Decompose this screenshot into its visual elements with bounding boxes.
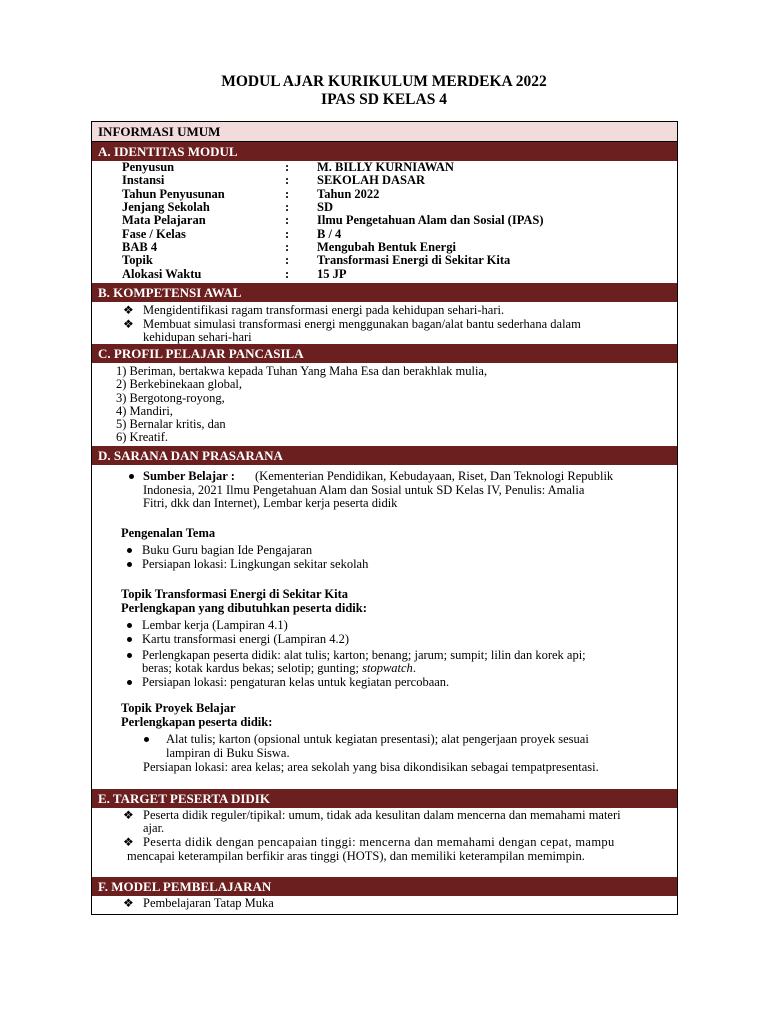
target-item: Peserta didik reguler/tipikal: umum, tidak ada kesulitan dalam mencerna dan memahami materi [143, 808, 621, 822]
identitas-sep: : [285, 160, 290, 174]
topik-item-continued [142, 662, 416, 675]
identitas-value: SD [317, 200, 333, 214]
proyek-heading: Topik Proyek Belajar [121, 701, 236, 715]
topik-item: Lembar kerja (Lampiran 4.1) [142, 618, 288, 632]
identitas-value: 15 JP [317, 267, 347, 281]
profil-item: 4) Mandiri, [116, 404, 173, 418]
section-sarana-prasarana: D. SARANA DAN PRASARANA [92, 446, 677, 465]
identitas-label: Topik [122, 253, 153, 267]
profil-item: 2) Berkebinekaan global, [116, 377, 242, 391]
identitas-value: M. BILLY KURNIAWAN [317, 160, 454, 174]
bullet-icon [129, 474, 134, 479]
identitas-value: Ilmu Pengetahuan Alam dan Sosial (IPAS) [317, 213, 544, 227]
identitas-label: Instansi [122, 173, 165, 187]
target-item-continued: ajar. [143, 821, 165, 835]
diamond-bullet-icon: ❖ [123, 835, 134, 849]
profil-item: 5) Bernalar kritis, dan [116, 417, 226, 431]
section-identitas-modul: A. IDENTITAS MODUL [92, 142, 677, 161]
bullet-icon [127, 562, 132, 567]
identitas-sep: : [285, 187, 290, 201]
sumber-belajar-text: Indonesia, 2021 Ilmu Pengetahuan Alam dan Sosial untuk SD Kelas IV, Penulis: Amalia [143, 483, 585, 497]
section-informasi-umum: INFORMASI UMUM [92, 122, 677, 141]
topik-heading: Topik Transformasi Energi di Sekitar Kita [121, 587, 349, 601]
section-kompetensi-awal: B. KOMPETENSI AWAL [92, 283, 677, 302]
model-item: Pembelajaran Tatap Muka [143, 896, 274, 910]
pengenalan-tema-heading: Pengenalan Tema [121, 526, 216, 540]
identitas-sep: : [285, 240, 290, 254]
topik-item: Perlengkapan peserta didik: alat tulis; karton; benang; jarum; sumpit; lilin dan korek api; [142, 648, 586, 662]
proyek-lokasi: Persiapan lokasi: area kelas; area sekolah yang bisa dikondisikan sebagai tempatpresentasi. [143, 760, 599, 774]
target-item: Peserta didik dengan pencapaian tinggi: mencerna dan memahami dengan cepat, mampu [143, 835, 615, 849]
sumber-belajar-text: Fitri, dkk dan Internet), Lembar kerja peserta didik [143, 496, 398, 510]
diamond-bullet-icon: ❖ [123, 303, 134, 317]
sumber-belajar-text: (Kementerian Pendidikan, Kebudayaan, Riset, Dan Teknologi Republik [255, 469, 614, 483]
bullet-icon [127, 623, 132, 628]
profil-item: 3) Bergotong-royong, [116, 391, 225, 405]
proyek-item-continued: lampiran di Buku Siswa. [166, 746, 290, 760]
identitas-sep: : [285, 200, 290, 214]
identitas-label: Jenjang Sekolah [122, 200, 210, 214]
section-profil-pelajar: C. PROFIL PELAJAR PANCASILA [92, 344, 677, 363]
perlengkapan-heading: Perlengkapan yang dibutuhkan peserta didik: [121, 601, 367, 615]
sumber-belajar-label: Sumber Belajar : [143, 469, 235, 483]
target-item-continued: mencapai keterampilan berfikir aras tinggi (HOTS), dan memiliki keterampilan memimpin. [127, 849, 585, 863]
bullet-icon [127, 653, 132, 658]
section-target-peserta: E. TARGET PESERTA DIDIK [92, 789, 677, 808]
kompetensi-item-continued: kehidupan sehari-hari [143, 330, 252, 344]
identitas-label: BAB 4 [122, 240, 158, 254]
profil-item: 1) Beriman, bertakwa kepada Tuhan Yang Maha Esa dan berakhlak mulia, [116, 364, 488, 378]
kompetensi-item: Mengidentifikasi ragam transformasi energi pada kehidupan sehari-hari. [143, 303, 505, 317]
identitas-label: Mata Pelajaran [122, 213, 206, 227]
identitas-sep: : [285, 213, 290, 227]
topik-item: Kartu transformasi energi (Lampiran 4.2) [142, 632, 349, 646]
diamond-bullet-icon: ❖ [123, 317, 134, 331]
pengenalan-item: Buku Guru bagian Ide Pengajaran [142, 543, 313, 557]
identitas-label: Fase / Kelas [122, 227, 186, 241]
identitas-label: Tahun Penyusunan [122, 187, 225, 201]
identitas-sep: : [285, 267, 290, 281]
kompetensi-item: Membuat simulasi transformasi energi menggunakan bagan/alat bantu sederhana dalam [143, 317, 581, 331]
topik-item-text: beras; kotak kardus bekas; selotip; gunting; [142, 661, 363, 675]
identitas-value: Mengubah Bentuk Energi [317, 240, 456, 254]
diamond-bullet-icon: ❖ [123, 808, 134, 822]
diamond-bullet-icon: ❖ [123, 896, 134, 910]
pengenalan-item: Persiapan lokasi: Lingkungan sekitar sekolah [142, 557, 369, 571]
identitas-sep: : [285, 253, 290, 267]
stopwatch-text: stopwatch [362, 661, 413, 675]
period: . [412, 661, 416, 675]
bullet-icon [144, 737, 149, 742]
document-subtitle: IPAS SD KELAS 4 [321, 91, 447, 108]
identitas-sep: : [285, 227, 290, 241]
identitas-value: B / 4 [317, 227, 342, 241]
identitas-value: Transformasi Energi di Sekitar Kita [317, 253, 511, 267]
bullet-icon [127, 680, 132, 685]
identitas-sep: : [285, 173, 290, 187]
topik-item: Persiapan lokasi: pengaturan kelas untuk kegiatan percobaan. [142, 675, 450, 689]
proyek-perlengkapan-heading: Perlengkapan peserta didik: [121, 715, 273, 729]
identitas-label: Penyusun [122, 160, 175, 174]
identitas-label: Alokasi Waktu [122, 267, 202, 281]
section-model-pembelajaran: F. MODEL PEMBELAJARAN [92, 877, 677, 896]
document-title: MODUL AJAR KURIKULUM MERDEKA 2022 [221, 73, 547, 90]
proyek-item: Alat tulis; karton (opsional untuk kegiatan presentasi); alat pengerjaan proyek sesuai [166, 732, 589, 746]
identitas-value: SEKOLAH DASAR [317, 173, 426, 187]
bullet-icon [127, 637, 132, 642]
bullet-icon [127, 548, 132, 553]
profil-item: 6) Kreatif. [116, 430, 169, 444]
identitas-value: Tahun 2022 [317, 187, 380, 201]
